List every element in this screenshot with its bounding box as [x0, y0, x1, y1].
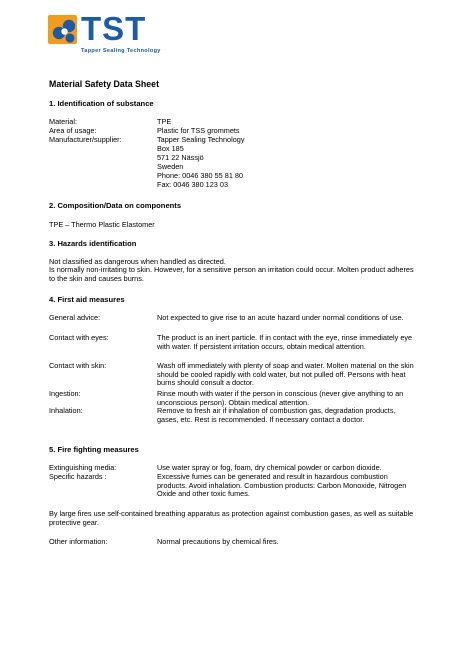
section-heading-identification: 1. Identification of substance: [49, 99, 154, 108]
material-label: Material:: [49, 117, 77, 126]
first-aid-text-skin: Wash off immediately with plenty of soap and water. Molten material on the skin should be cooled rapidly with cold water, but not pulled off. Persons with heat burns should consult a doctor.: [157, 361, 414, 388]
material-value: TPE: [157, 117, 172, 126]
logo-subtitle: Tapper Sealing Technology: [81, 48, 161, 54]
first-aid-label-skin: Contact with skin:: [49, 361, 107, 370]
section-heading-composition: 2. Composition/Data on components: [49, 201, 182, 210]
usage-value: Plastic for TSS grommets: [157, 126, 240, 135]
other-information-value: Normal precautions by chemical fires.: [157, 537, 279, 546]
manufacturer-country: Sweden: [157, 162, 184, 171]
first-aid-text-general: Not expected to give rise to an acute hazard under normal conditions of use.: [157, 313, 404, 322]
manufacturer-box: Box 185: [157, 144, 184, 153]
specific-hazards-value: Excessive fumes can be generated and result in hazardous combustion products. Avoid inhalation. Combustion products: Carbon Monoxide, Nitrogen Oxide and other toxic fumes.: [157, 472, 407, 499]
first-aid-text-ingestion: Rinse mouth with water if the person in conscious (never give anything to an unconscious person). Obtain medical attention.: [157, 389, 404, 407]
manufacturer-phone: Phone: 0046 380 55 81 80: [157, 171, 244, 180]
large-fires-text: By large fires use self-contained breathing apparatus as protection against combustion gases, as well as suitable protective gear.: [49, 509, 414, 527]
other-information-label: Other information:: [49, 537, 108, 546]
manufacturer-label: Manufacturer/supplier:: [49, 135, 122, 144]
first-aid-label-ingestion: Ingestion:: [49, 389, 81, 398]
manufacturer-fax: Fax: 0046 380 123 03: [157, 180, 228, 189]
hazards-line-2: Is normally non-irritating to skin. However, for a sensitive person an irritation could occur. Molten product adheres to the skin and causes burns.: [49, 265, 414, 283]
manufacturer-name: Tapper Sealing Technology: [157, 135, 245, 144]
first-aid-label-general: General advice:: [49, 313, 101, 322]
first-aid-label-inhalation: Inhalation:: [49, 406, 83, 415]
composition-text: TPE – Thermo Plastic Elastomer: [49, 220, 155, 229]
specific-hazards-label: Specific hazards :: [49, 472, 107, 481]
logo-mark-icon: [51, 17, 77, 43]
section-heading-first-aid: 4. First aid measures: [49, 295, 125, 304]
first-aid-text-inhalation: Remove to fresh air if inhalation of combustion gas, degradation products, gases, etc. Rest is recommended. If necessary contact a doctor.: [157, 406, 396, 424]
extinguishing-media-label: Extinguishing media:: [49, 463, 117, 472]
first-aid-text-eyes: The product is an inert particle. If in contact with the eye, rinse immediately eye with water. If persistent irritation occurs, obtain medical attention.: [157, 333, 413, 351]
company-logo: [48, 10, 161, 59]
manufacturer-postcode: 571 22 Nässjö: [157, 153, 204, 162]
first-aid-label-eyes: Contact with eyes:: [49, 333, 109, 342]
usage-label: Area of usage:: [49, 126, 97, 135]
section-heading-hazards: 3. Hazards identification: [49, 239, 137, 248]
section-heading-fire-fighting: 5. Fire fighting measures: [49, 445, 139, 454]
extinguishing-media-value: Use water spray or fog, foam, dry chemical powder or carbon dioxide.: [157, 463, 382, 472]
document-title: Material Safety Data Sheet: [49, 79, 160, 89]
hazards-line-1: Not classified as dangerous when handled as directed.: [49, 257, 226, 266]
logo-brand-text: TST: [81, 10, 147, 47]
